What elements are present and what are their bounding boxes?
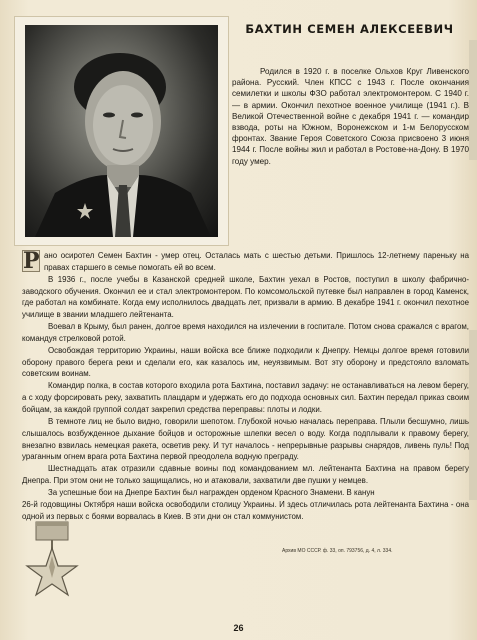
story-paragraph: Шестнадцать атак отразили сдавные воины под командованием мл. лейтенанта Бахтина на правом берегу Днепра. При этом они не только защищались, но и атаковали, захватили две пушки у немцев. — [22, 464, 469, 486]
portrait-photo — [25, 25, 218, 237]
page-edge-shadow — [469, 330, 477, 500]
page-number: 26 — [233, 623, 244, 633]
archive-citation: Архив МО СССР. ф. 33, оп. 793756, д. 4, л. 334. — [282, 548, 393, 554]
drop-cap-letter: Р — [23, 248, 40, 274]
story-paragraph: В темноте лиц не было видно, говорили шепотом. Глубокой ночью началась переправа. Плыли бесшумно, лишь слышалось возбужденное дыхание бойцов и осторожные шлепки весел о воду. Когда подплывали к правому берегу, внезапно взвилась немецкая ракета, осветив реку. И тут началось - непрерывные разрывы снарядов, ливень пуль! Под ураганным огнем врага рота Бахтина первой преодолела водную преграду. — [22, 416, 469, 462]
biography-summary: Родился в 1920 г. в поселке Ольхов Круг Ливенского района. Русский. Член КПСС с 1943 г. После окончания семилетки и школы ФЗО работал электромонтером. С 1940 г. — в армии. Окончил пехотное военное училище (1941 г.). В Великой Отечественной войне с декабря 1941 г. — командир взвода, роты на Южном, Воронежском и 1-м Белорусском фронтах. Звание Героя Советского Союза присвоено 3 июня 1944 г. После войны жил и работал в Ростове-на-Дону. В 1970 году умер. — [232, 67, 469, 166]
person-name-heading: БАХТИН СЕМЕН АЛЕКСЕЕВИЧ — [245, 22, 454, 36]
story-paragraph: В 1936 г., после учебы в Казанской средней школе, Бахтин уехал в Ростов, поступил в школу фабрично-заводского обучения. Окончил ее и стал электромонтером. По комсомольской путевке был направлен в город Каменск, где работал на комбинате. Когда ему исполнилось двадцать лет, призвали в армию. В декабре 1941 г. окончил пехотное училище в звании младшего лейтенанта. — [22, 274, 469, 320]
story-paragraph: 26-й годовщины Октября наши войска освободили столицу Украины. И здесь отличилась рота лейтенанта Бахтина - она одной из первых с боями ворвалась в Киев. В эти дни он стал коммунистом. — [22, 499, 469, 521]
page-edge-shadow — [469, 40, 477, 160]
story-paragraph: Командир полка, в состав которого входила рота Бахтина, поставил задачу: не останавливаться на левом берегу, а с ходу форсировать реку, захватить плацдарм и удержать его до подхода основных сил. Бахтин передал приказ своим бойцам, за каждой группой солдат закрепил средства переправы: плоты и лодки. — [22, 381, 469, 414]
story-paragraph: За успешные бои на Днепре Бахтин был награжден орденом Красного Знамени. В канун — [48, 487, 375, 497]
story-paragraph: Р ано осиротел Семен Бахтин - умер отец. Осталась мать с шестью детьми. Пришлось 12-летнему пареньку на правах старшего в семье помогать ей во всем. — [23, 248, 469, 274]
hero-star-medal-icon — [22, 520, 82, 600]
portrait-frame — [14, 16, 229, 246]
story-paragraph: Освобождая территорию Украины, наши войска все ближе подходили к Днепру. Немцы долгое время готовили оборону правого берега реки и сделали его, как казалось им, неуязвимым. Вот эту оборону и предстояло взломать советским воинам. — [22, 345, 469, 379]
story-body — [22, 250, 469, 522]
story-paragraph: Воевал в Крыму, был ранен, долгое время находился на излечении в госпитале. Потом снова сражался с врагом, командуя стрелковой ротой. — [22, 322, 469, 343]
